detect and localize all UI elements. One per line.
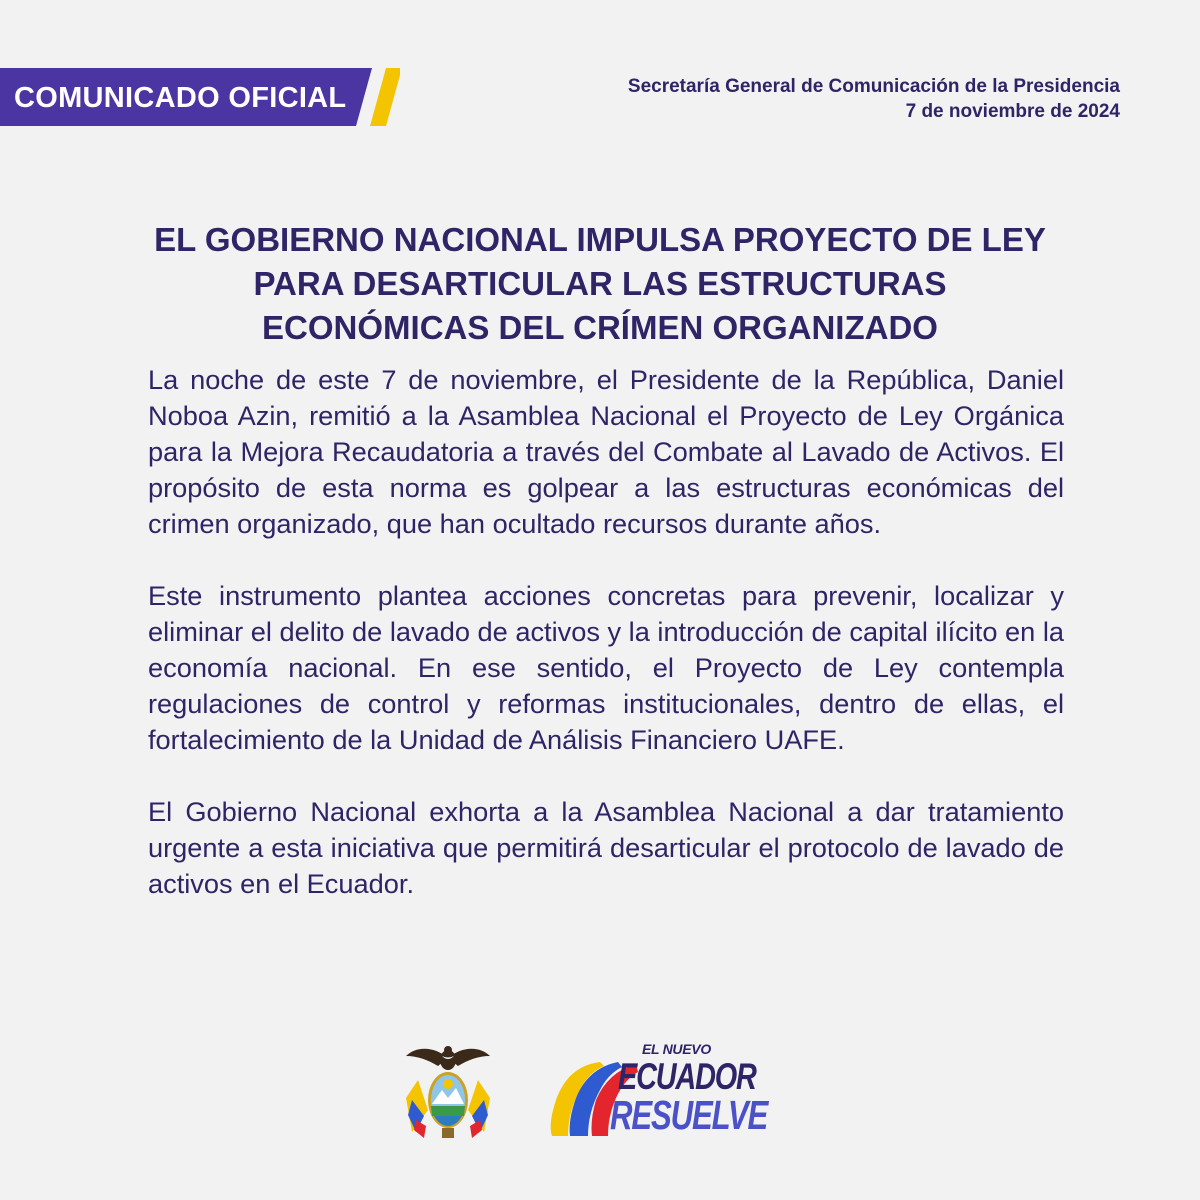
brand-line-2: ECUADOR [618,1056,756,1097]
publication-date: 7 de noviembre de 2024 [905,101,1120,122]
headline-line: EL GOBIERNO NACIONAL IMPULSA PROYECTO DE LEY [154,221,1046,258]
brand-line-3: RESUELVE [610,1092,768,1138]
header-info [628,74,1120,124]
el-nuevo-ecuador-logo [538,1040,768,1140]
organization-name: Secretaría General de Comunicación de la Presidencia [627,76,1120,97]
body-paragraph: Este instrumento plantea acciones concretas para prevenir, localizar y eliminar el delito de lavado de activos y la introducción de capital ilícito en la economía nacional. En ese sentido, el Proyecto de Ley contempla regulaciones de control y reformas institucionales, dentro de ellas, el fortalecimiento de la Unidad de Análisis Financiero UAFE. [148,580,1064,755]
ecuador-coat-of-arms-icon [398,1040,498,1142]
badge-label: COMUNICADO OFICIAL [14,82,347,114]
headline-line: PARA DESARTICULAR LAS ESTRUCTURAS [253,265,947,302]
official-communique-badge [0,68,400,126]
brand-line-1: EL NUEVO [642,1041,711,1057]
headline [60,218,1140,350]
headline-line: ECONÓMICAS DEL CRÍMEN ORGANIZADO [262,309,938,346]
communique-body [148,362,1064,938]
body-paragraph: La noche de este 7 de noviembre, el Presidente de la República, Daniel Noboa Azin, remitió a la Asamblea Nacional el Proyecto de Ley Orgánica para la Mejora Recaudatoria a través del Combate al Lavado de Activos. El propósito de esta norma es golpear a las estructuras económicas del crimen organizado, que han ocultado recursos durante años. [148,364,1064,539]
body-paragraph: El Gobierno Nacional exhorta a la Asamblea Nacional a dar tratamiento urgente a esta iniciativa que permitirá desarticular el protocolo de lavado de activos en el Ecuador. [148,796,1064,899]
